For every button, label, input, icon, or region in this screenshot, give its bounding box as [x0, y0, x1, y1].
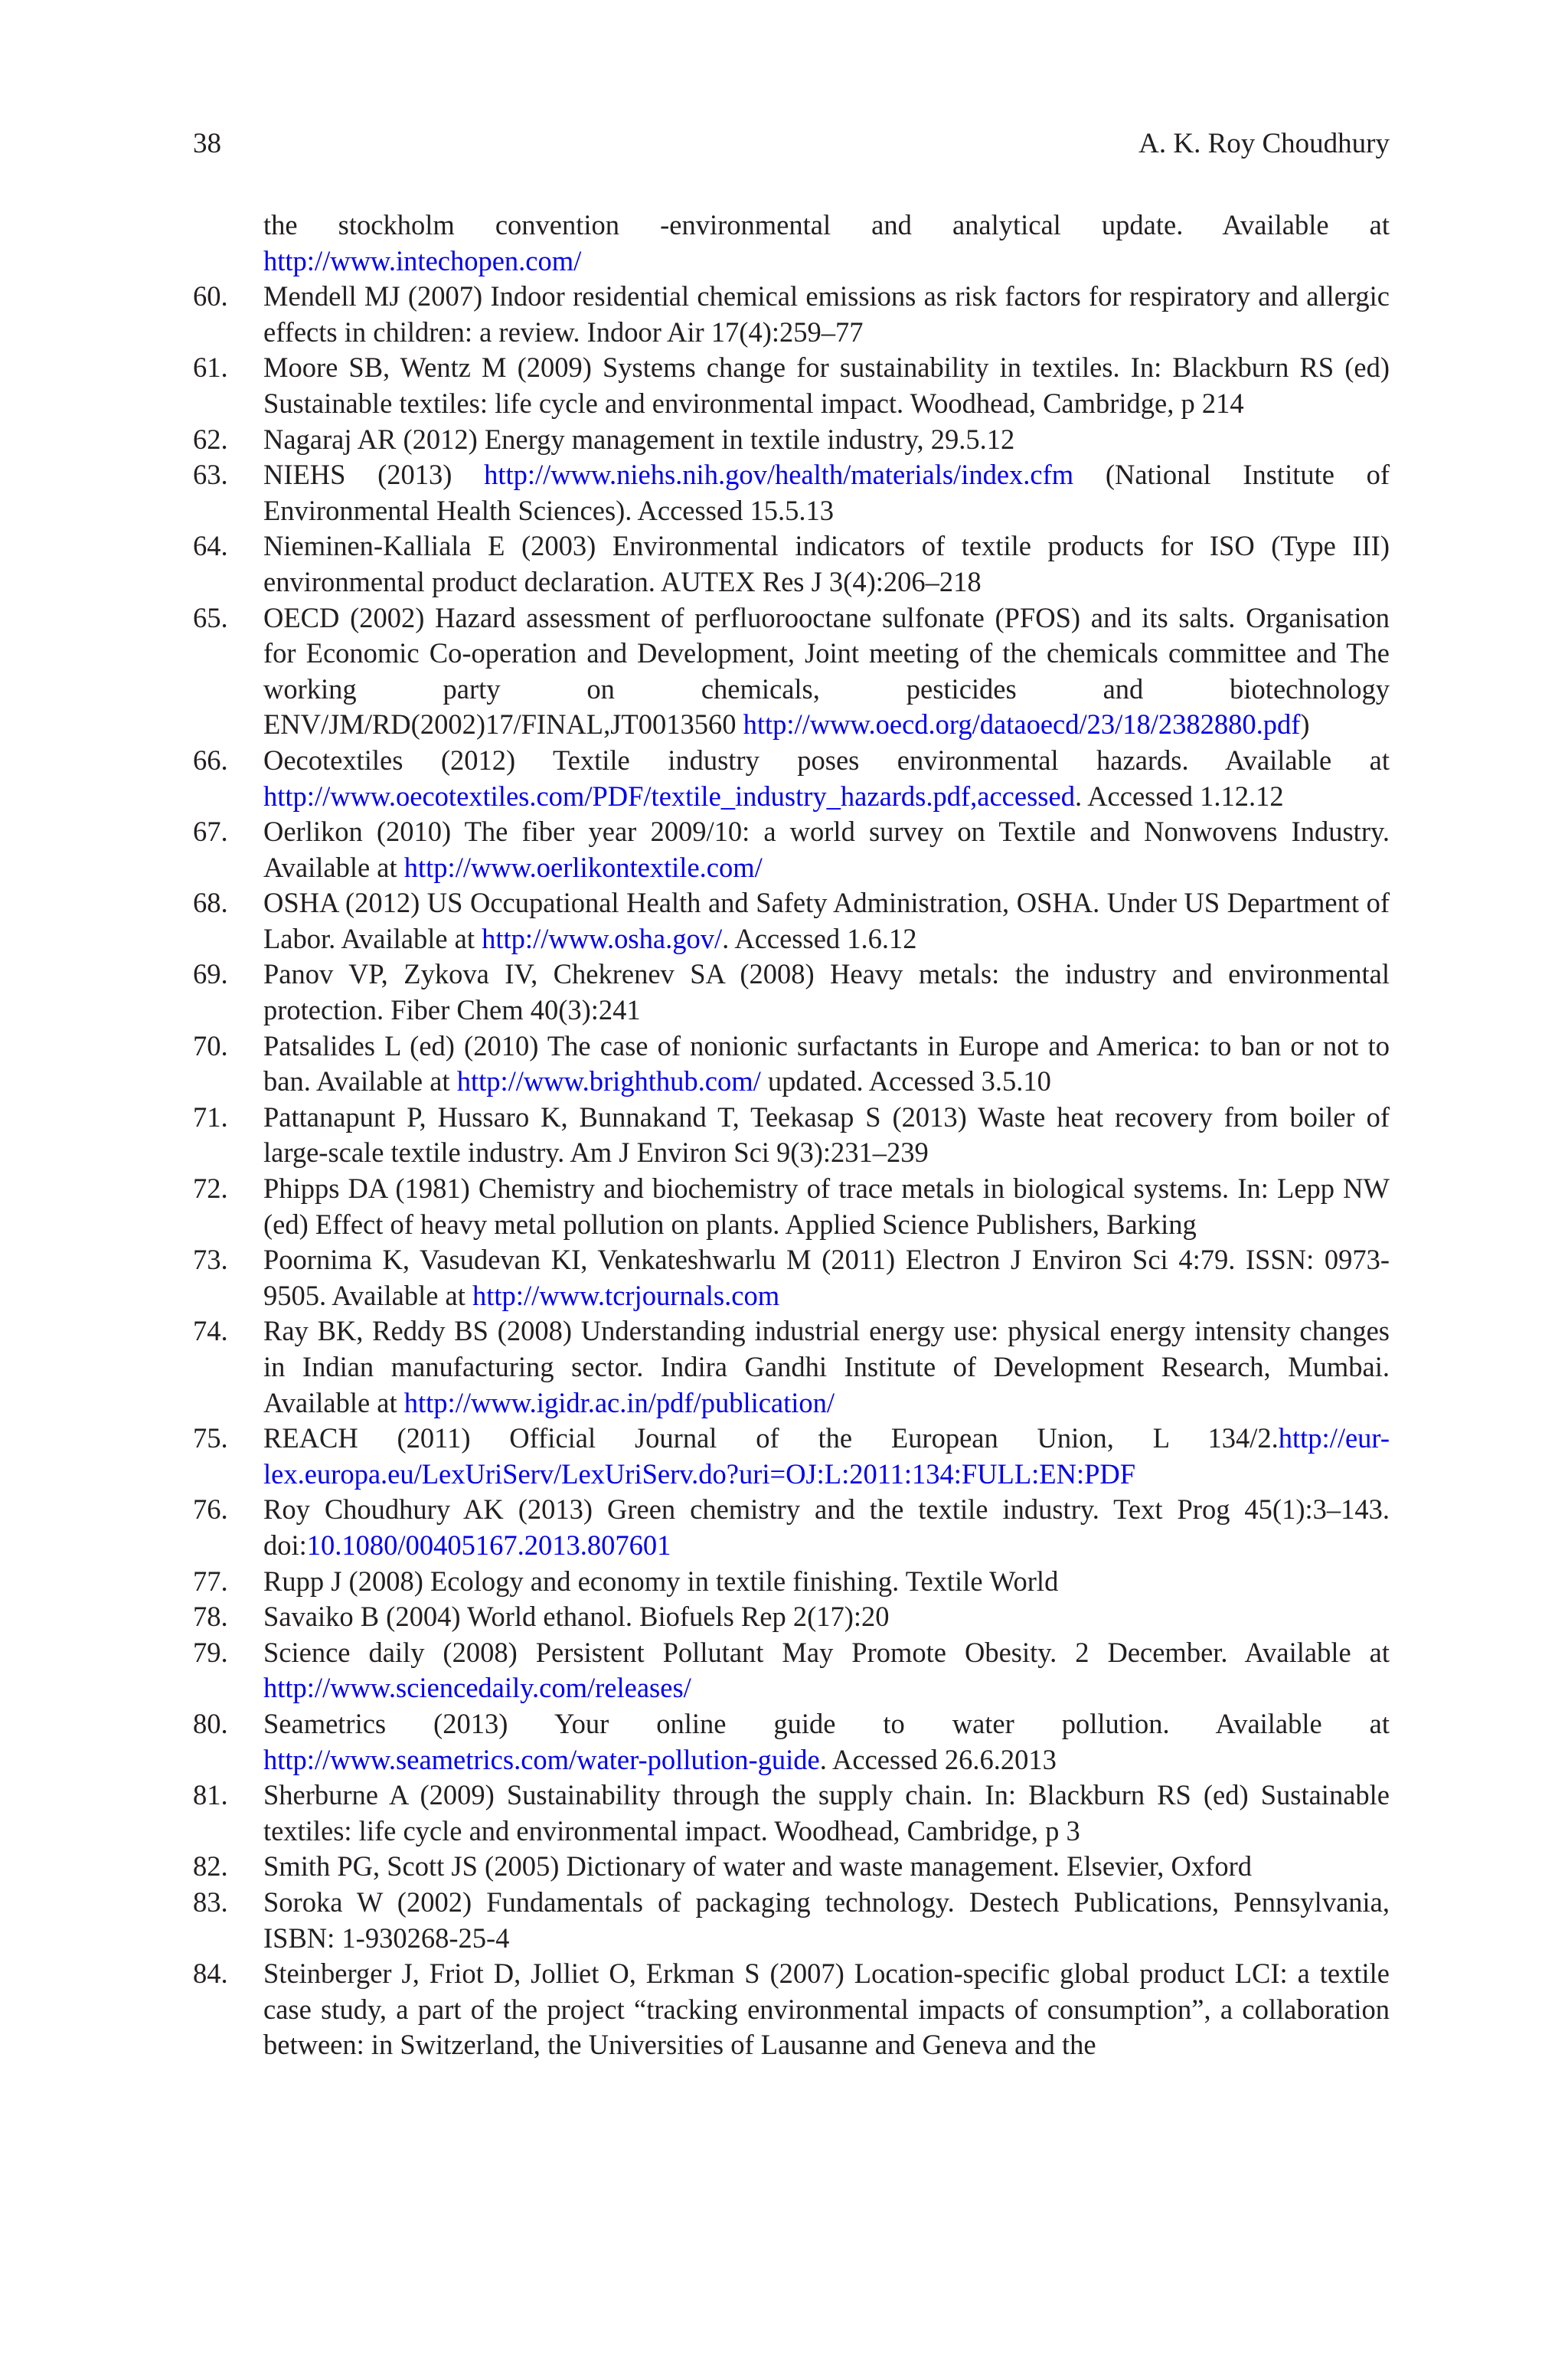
reference-link[interactable]: http://www.brighthub.com/	[456, 1065, 761, 1097]
reference-number: 69.	[193, 958, 228, 990]
reference-number: 78.	[193, 1601, 228, 1633]
reference-number: 73.	[193, 1244, 228, 1276]
reference-text: Science daily (2008) Persistent Pollutant May Promote Obesity. 2 December. Available at	[263, 1636, 1390, 1668]
reference-text: Poornima K, Vasudevan KI, Venkateshwarlu M (2011) Electron J Environ Sci 4:79. ISSN: 0973-9505. Available at	[263, 1244, 1390, 1311]
reference-number: 65.	[193, 601, 228, 633]
reference-number: 84.	[193, 1958, 228, 1990]
reference-text: Seametrics (2013) Your online guide to water pollution. Available at	[263, 1707, 1390, 1739]
reference-number: 81.	[193, 1779, 228, 1811]
reference-text: Oerlikon (2010) The fiber year 2009/10: a world survey on Textile and Nonwovens Industry. Available at	[263, 816, 1390, 883]
reference-item	[193, 1313, 1390, 1421]
reference-number: 76.	[193, 1493, 228, 1526]
reference-text: Panov VP, Zykova IV, Chekrenev SA (2008) Heavy metals: the industry and environmental protection. Fiber Chem 40(3):241	[263, 958, 1390, 1026]
reference-item	[193, 422, 1390, 458]
reference-number: 80.	[193, 1707, 228, 1739]
reference-number: 77.	[193, 1565, 228, 1597]
reference-text: Nieminen-Kalliala E (2003) Environmental indicators of textile products for ISO (Type III) environmental product declaration. AUTEX Res J 3(4):206–218	[263, 530, 1390, 597]
reference-item	[193, 1778, 1390, 1849]
reference-item	[193, 1849, 1390, 1885]
reference-text: Rupp J (2008) Ecology and economy in textile finishing. Textile World	[263, 1565, 1059, 1597]
reference-item	[193, 1100, 1390, 1171]
reference-link[interactable]: http://www.osha.gov/	[482, 922, 723, 954]
reference-number: 79.	[193, 1636, 228, 1668]
reference-item	[193, 885, 1390, 957]
reference-number: 61.	[193, 352, 228, 384]
running-header	[193, 124, 1390, 164]
reference-text: Nagaraj AR (2012) Energy management in textile industry, 29.5.12	[263, 423, 1015, 455]
reference-text: . Accessed 26.6.2013	[819, 1743, 1057, 1775]
reference-text: (National Institute of Environmental Health Sciences). Accessed 15.5.13	[263, 459, 1390, 526]
reference-text: Moore SB, Wentz M (2009) Systems change for sustainability in textiles. In: Blackburn RS (ed) Sustainable textiles: life cycle and environmental impact. Woodhead, Cambridge, p 214	[263, 352, 1390, 419]
reference-number: 66.	[193, 744, 228, 776]
reference-item	[193, 1885, 1390, 1956]
reference-text: Ray BK, Reddy BS (2008) Understanding industrial energy use: physical energy intensity changes in Indian manufacturing sector. Indira Gandhi Institute of Development Research, Mumbai. Available at	[263, 1315, 1390, 1418]
reference-link[interactable]: http://www.oecd.org/dataoecd/23/18/2382880.pdf	[743, 708, 1301, 741]
reference-item	[193, 457, 1390, 528]
reference-number: 62.	[193, 423, 228, 455]
reference-link[interactable]: http://eur-lex.europa.eu/LexUriServ/LexUriServ.do?uri=OJ:L:2011:134:FULL:EN:PDF	[263, 1422, 1390, 1490]
reference-text: Roy Choudhury AK (2013) Green chemistry and the textile industry. Text Prog 45(1):3–143. doi:	[263, 1493, 1390, 1561]
reference-item	[193, 600, 1390, 743]
reference-number: 71.	[193, 1101, 228, 1133]
reference-item	[193, 743, 1390, 814]
reference-number: 75.	[193, 1422, 228, 1454]
reference-item	[193, 1242, 1390, 1313]
reference-link[interactable]: http://www.igidr.ac.in/pdf/publication/	[403, 1386, 835, 1418]
reference-text: Pattanapunt P, Hussaro K, Bunnakand T, Teekasap S (2013) Waste heat recovery from boiler of large-scale textile industry. Am J Environ Sci 9(3):231–239	[263, 1101, 1390, 1169]
reference-item	[193, 1564, 1390, 1600]
reference-item	[193, 528, 1390, 600]
reference-link[interactable]: 10.1080/00405167.2013.807601	[306, 1529, 671, 1561]
reference-number: 83.	[193, 1886, 228, 1918]
reference-text: Phipps DA (1981) Chemistry and biochemistry of trace metals in biological systems. In: Lepp NW (ed) Effect of heavy metal pollution on plants. Applied Science Publishers, Barking	[263, 1173, 1390, 1240]
reference-link[interactable]: http://www.niehs.nih.gov/health/materials/index.cfm	[484, 459, 1074, 491]
reference-link[interactable]: http://www.sciencedaily.com/releases/	[263, 1672, 691, 1704]
reference-text: NIEHS (2013)	[263, 459, 485, 491]
reference-link[interactable]: http://www.seametrics.com/water-pollution-guide	[263, 1743, 820, 1775]
reference-text: OECD (2002) Hazard assessment of perfluorooctane sulfonate (PFOS) and its salts. Organisation for Economic Co-operation and Development, Joint meeting of the chemicals committee and The working party on chemicals, pesticides and biotechnology ENV/JM/RD(2002)17/FINAL,JT0013560	[263, 601, 1390, 741]
reference-number: 60.	[193, 280, 228, 312]
reference-text: Oecotextiles (2012) Textile industry poses environmental hazards. Available at	[263, 744, 1390, 776]
reference-item	[193, 814, 1390, 885]
reference-text: . Accessed 1.12.12	[1074, 780, 1284, 812]
reference-list	[193, 208, 1390, 2063]
reference-text: Patsalides L (ed) (2010) The case of nonionic surfactants in Europe and America: to ban or not to ban. Available at	[263, 1029, 1390, 1097]
reference-number: 82.	[193, 1850, 228, 1882]
reference-text: REACH (2011) Official Journal of the European Union, L 134/2.	[263, 1422, 1279, 1454]
reference-item	[193, 208, 1390, 279]
reference-text: . Accessed 1.6.12	[722, 922, 917, 954]
reference-text: the stockholm convention -environmental and analytical update. Available at	[263, 209, 1390, 240]
reference-item	[193, 1956, 1390, 2063]
reference-number: 67.	[193, 816, 228, 848]
reference-text: Soroka W (2002) Fundamentals of packaging technology. Destech Publications, Pennsylvania, ISBN: 1-930268-25-4	[263, 1886, 1390, 1954]
reference-number: 72.	[193, 1173, 228, 1205]
reference-number: 74.	[193, 1315, 228, 1347]
reference-item	[193, 1029, 1390, 1100]
reference-link[interactable]: http://www.tcrjournals.com	[472, 1279, 780, 1311]
reference-item	[193, 1171, 1390, 1242]
reference-link[interactable]: http://www.oecotextiles.com/PDF/textile_industry_hazards.pdf,accessed	[263, 780, 1075, 812]
reference-text: OSHA (2012) US Occupational Health and Safety Administration, OSHA. Under US Department of Labor. Available at	[263, 887, 1390, 954]
page-number: 38	[193, 128, 221, 159]
running-author: A. K. Roy Choudhury	[1138, 128, 1390, 159]
reference-link[interactable]: http://www.intechopen.com/	[263, 244, 582, 276]
reference-text: updated. Accessed 3.5.10	[760, 1065, 1051, 1097]
reference-item	[193, 350, 1390, 421]
reference-item	[193, 957, 1390, 1028]
reference-item	[193, 1421, 1390, 1492]
reference-text: Sherburne A (2009) Sustainability through the supply chain. In: Blackburn RS (ed) Sustainable textiles: life cycle and environmental impact. Woodhead, Cambridge, p 3	[263, 1779, 1390, 1846]
reference-item	[193, 1706, 1390, 1778]
reference-number: 64.	[193, 530, 228, 562]
reference-text: Savaiko B (2004) World ethanol. Biofuels Rep 2(17):20	[263, 1601, 890, 1633]
reference-number: 63.	[193, 459, 228, 491]
reference-item	[193, 1635, 1390, 1706]
reference-number: 68.	[193, 887, 228, 919]
reference-item	[193, 279, 1390, 350]
reference-text: Mendell MJ (2007) Indoor residential chemical emissions as risk factors for respiratory and allergic effects in children: a review. Indoor Air 17(4):259–77	[263, 280, 1390, 348]
reference-text: )	[1300, 708, 1310, 741]
reference-text: Steinberger J, Friot D, Jolliet O, Erkman S (2007) Location-specific global product LCI: a textile case study, a part of the project “tracking environmental impacts of consumption”, a collaboration between: in Switzerland, the Universities of Lausanne and Geneva and the	[263, 1958, 1390, 2061]
reference-item	[193, 1599, 1390, 1635]
reference-number: 70.	[193, 1029, 228, 1061]
reference-item	[193, 1492, 1390, 1563]
reference-text: Smith PG, Scott JS (2005) Dictionary of water and waste management. Elsevier, Oxford	[263, 1850, 1252, 1882]
reference-link[interactable]: http://www.oerlikontextile.com/	[403, 851, 763, 883]
